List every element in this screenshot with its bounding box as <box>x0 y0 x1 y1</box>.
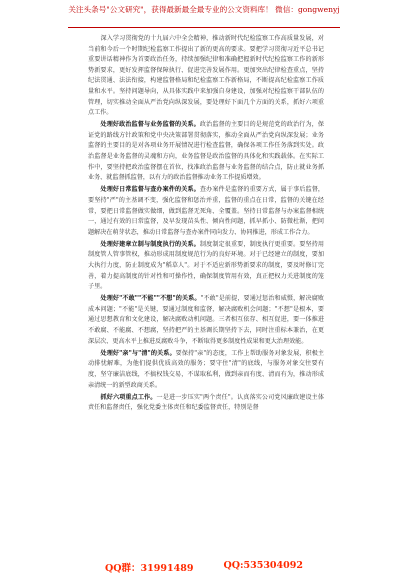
paragraph-lead: 处理好日常监督与查办案件的关系。 <box>100 186 200 194</box>
paragraph-daily-supervision <box>88 185 324 238</box>
document-footer <box>0 560 408 574</box>
paragraph-intro <box>88 34 324 119</box>
paragraph-text: "不敢"是前提，要通过惩治和威慑，解决腐败成本问题；"不能"是关键，要通过制度和监督，解决腐败机会问题；"不想"是根本，要通过思想教育和文化建设，解决腐败动机问题。三者相互依存、相互促进，要一体推进不敢腐、不能腐、不想腐，坚持把严的主基调长期坚持下去，同时注重标本兼治，在更深层次、更高水平上推进反腐败斗争，不断取得更多制度性成果和更大治理效能。 <box>88 295 324 345</box>
paragraph-lead: 抓好六项重点工作。 <box>100 393 157 401</box>
footer-qq-group: QQ群：31991489 <box>105 563 194 574</box>
paragraph-lead: 处理好"不敢""不能""不想"的关系。 <box>100 295 201 303</box>
paragraph-text: 一是进一步压实"两个责任"。认真落实公司党风廉政建设主体责任和监督责任，强化党委主体责任和纪委监督责任，特别是督 <box>88 393 324 412</box>
paragraph-text: 查办案件是监督的重要方式，属于事后监督，要坚持"严"的主基调不变，强化监督和惩治并重，监督的重点在日常，监督的关键在经常，要把日常监督做实做细，做到监督无死角、全覆盖。坚持日常监督与办案监督相统一，通过有效的日常监督，及早发现苗头性、倾向性问题，抓早抓小、防微杜渐，把问题解决在萌芽状态，推动日常监督与查办案件同向发力、协同推进，形成工作合力。 <box>88 186 325 236</box>
paragraph-political-supervision <box>88 120 324 184</box>
paragraph-six-key-tasks <box>88 393 324 414</box>
paragraph-rule-making <box>88 240 324 293</box>
document-body <box>88 34 324 414</box>
paragraph-lead: 处理好政治监督与业务监督的关系。 <box>100 121 200 129</box>
paragraph-text: 要保持"亲"的态度，工作上帮助服务对象发展，积极主动排忧解难，为他们提供优质高效的服务；要守住"清"的底线，与服务对象交往要有度，坚守廉洁底线，不搞权钱交易，不谋取私利，做到亲而有度、清而有为，推动形成亲清统一的新型政商关系。 <box>88 349 325 389</box>
paragraph-lead: 处理好建章立制与制度执行的关系。 <box>100 240 200 248</box>
document-header <box>0 4 408 30</box>
paragraph-text: 深入学习贯彻党的十九届六中全会精神，推动新时代纪检监察工作高质量发展，对当前和今后一个时期纪检监察工作提出了新的更高的要求。要把学习贯彻习近平总书记重要讲话精神作为首要政治任务，持续加强纪律和准确把握新时代纪检监察工作的新形势新要求，更好发挥监督保障执行、促进完善发展作用。更加突出纪律检查重点，坚持纪法贯通、法法衔接，构建监督格局和纪检监察工作新格局，不断提高纪检监察工作质量和水平。坚持问题导向，从具体实践中来加强自身建设，加强对纪检监察干部队伍的管理，切实推动全面从严治党向纵深发展，要处理好下面几个方面的关系，抓好六项重点工作。 <box>88 35 324 117</box>
paragraph-qin-qing <box>88 349 324 391</box>
paragraph-three-nots <box>88 294 324 347</box>
paragraph-text: 政治监督的主要目的是规范党的政治行为，保证党的路线方针政策和党中央决策部署贯彻落实，推动全面从严治党向纵深发展；业务监督的主要目的是对各项业务开展情况进行检查监督，确保各项工作任务落到实处。政治监督是业务监督的灵魂和方向，业务监督是政治监督的具体化和实践载体。在实际工作中，要坚持把政治监督摆在首位，找准政治监督与业务监督的结合点，防止就业务抓业务、就监督抓监督，以有力的政治监督推动业务工作提质增效。 <box>88 121 325 182</box>
paragraph-text: 制度制定很重要，制度执行更重要。要坚持用制度管人管事管权，推动形成用制度规范行为的良好环境。对于已经建立的制度，要加大执行力度，防止制度成为"稻草人"。对于不适应新形势新要求的制度，要及时修订完善，着力提高制度的针对性和可操作性，确保制度管用有效，真正把权力关进制度的笼子里。 <box>88 240 325 291</box>
paragraph-lead: 处理好"亲"与"清"的关系。 <box>100 349 176 357</box>
header-notice: 关注头条号"公文研究"，获得最新最全最专业的公文资料库！ 微信：gongwenyj <box>68 5 340 14</box>
footer-qq-contact: QQ:535304092 <box>223 560 303 571</box>
header-divider <box>68 27 340 28</box>
